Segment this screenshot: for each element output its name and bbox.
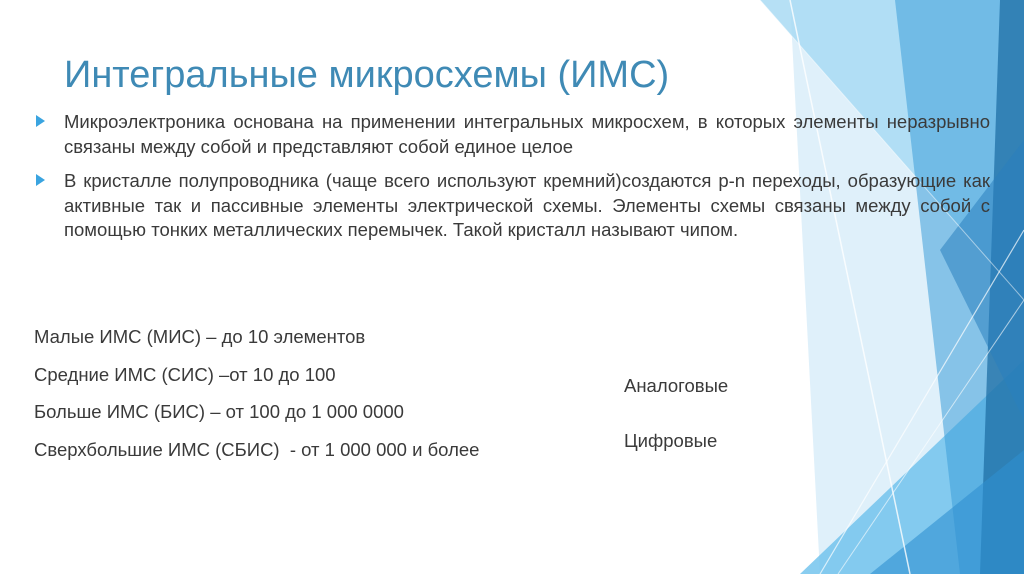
slide-title: Интегральные микросхемы (ИМС) — [64, 54, 670, 96]
integration-level-item: Средние ИМС (СИС) –от 10 до 100 — [34, 363, 336, 385]
integration-level-item: Сверхбольшие ИМС (СБИС) - от 1 000 000 и более — [34, 438, 480, 460]
ic-type-digital: Цифровые — [624, 430, 718, 451]
integration-level-item: Малые ИМС (МИС) – до 10 элементов — [34, 326, 366, 347]
integration-levels-list — [34, 318, 479, 468]
triangle-bullet-icon — [36, 174, 45, 186]
bullet-item — [36, 169, 990, 243]
bullet-text: Микроэлектроника основана на применении интегральных микросхем, в которых элементы неразрывно связаны между собой и представляют собой единое целое — [64, 111, 990, 157]
integration-level-item: Больше ИМС (БИС) – от 100 до 1 000 0000 — [34, 401, 404, 422]
bullet-text: В кристалле полупроводника (чаще всего используют кремний)создаются p-n переходы, образующие как активные так и пассивные элементы электрической схемы. Элементы схемы связаны между собой с помощью тонких металлических перемычек. Такой кристалл называют чипом. — [64, 170, 990, 240]
bullet-item — [36, 110, 990, 159]
triangle-bullet-icon — [36, 115, 45, 127]
ic-type-analog: Аналоговые — [624, 375, 729, 396]
bullet-list — [36, 110, 990, 253]
